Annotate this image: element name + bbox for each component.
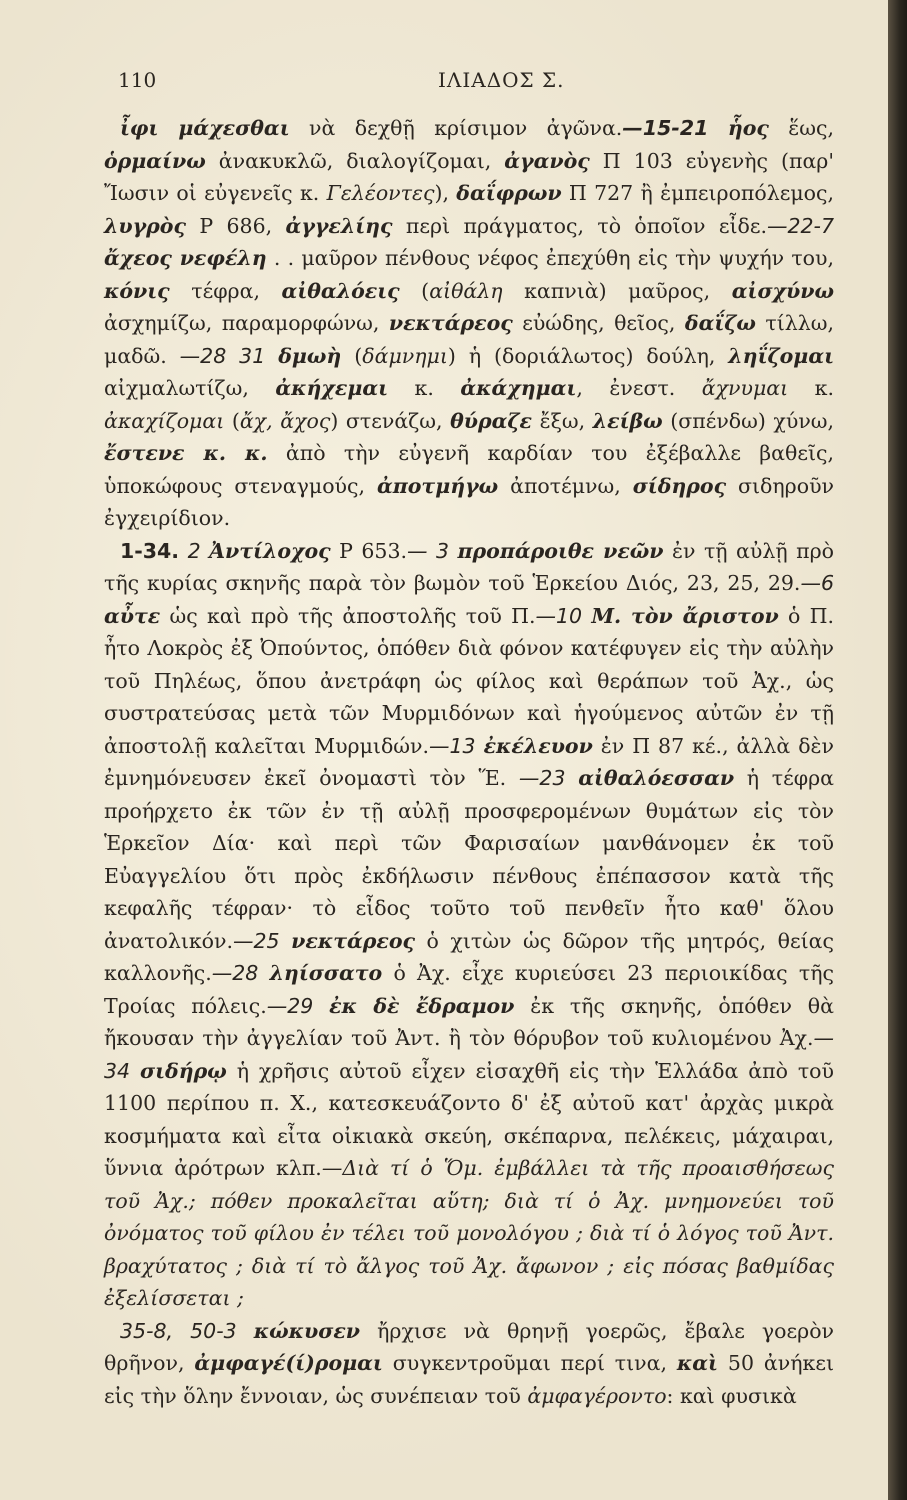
text-run (201, 539, 209, 563)
lemma: ἀκάχημαι (460, 376, 577, 400)
running-title: ΙΛΙΑΔΟΣ Σ. (438, 68, 565, 92)
text-run: ὁ χιτὼν ὡς δῶρον τῆς μητρός, θείας καλλονῆς. (104, 928, 834, 985)
lemma: κώκυσεν (253, 1318, 361, 1343)
lemma: ἀγανὸς (504, 148, 590, 173)
paragraph (104, 535, 834, 1315)
lemma: ἧος (727, 116, 769, 140)
text-run: ἐν Π 87 κέ., ἀλλὰ δὲν ἐμνημόνευσεν ἐκεῖ ὀνομαστὶ τὸν Ἕ. (104, 733, 834, 790)
text-run (582, 604, 591, 628)
text-run: αἰχμαλωτίζω, (104, 376, 276, 400)
line-ref: —6 (800, 571, 834, 595)
lemma: αἰσχύνω (731, 278, 835, 303)
text-run: Π 103 εὐγενὴς (παρ' Ἴωσιν οἱ εὐγενεῖς κ. (104, 148, 834, 205)
text-run (258, 961, 269, 985)
text-run: ἕως, (768, 116, 835, 140)
italic-text: ἀκαχίζομαι (104, 408, 225, 433)
text-run (708, 116, 727, 140)
text-run: ), (434, 181, 457, 205)
line-ref: —22-7 (766, 213, 834, 238)
page-number: 110 (118, 68, 157, 92)
text-run: ἡ τέφρα προήρχετο ἐκ τῶν ἐν τῇ αὐλῇ προσφερομένων θυμάτων εἰς τὸν Ἑρκεῖον Δία· καὶ περὶ τῶν Φαρισαίων μανθάνομεν ἐκ τοῦ Εὐαγγελίου ὅτι πρὸς ἐκδήλωσιν πένθους ἐπέπασσον κατὰ τῆς κεφαλῆς τέφραν· τὸ εἶδος τοῦτο τοῦ πενθεῖν ἦτο καθ' ὅλου ἀνατολικόν. (104, 766, 834, 953)
text-run: , ἐνεστ. (576, 376, 702, 400)
line-ref: 35-8, 50-3 (120, 1318, 237, 1343)
line-ref: —28 (211, 961, 259, 985)
lemma: αἰθαλόεσσαν (578, 766, 735, 790)
text-run (313, 994, 329, 1018)
line-ref: —23 (518, 766, 566, 790)
text-run: ἀσχημίζω, παραμορφώνω, (104, 311, 389, 335)
italic-text: ἄχνυμαι (701, 376, 789, 400)
text-run (179, 539, 187, 563)
text-run: ὡς καὶ πρὸ τῆς ἀποστολῆς τοῦ Π. (160, 603, 536, 628)
italic-text: —Διὰ τί ὁ Ὅμ. ἐμβάλλει τὰ τῆς προαισθήσεως τοῦ Ἀχ.; πόθεν προκαλεῖται αὕτη; διὰ τί ὁ Ἀχ. μνημονεύει τοῦ ὀνόματος τοῦ φίλου ἐν τέλει τοῦ μονολόγου ; διὰ τί ὁ λόγος τοῦ Ἀντ. βραχύτατος ; διὰ τί τὸ ἄλγος τοῦ Ἀχ. ἄφωνον ; εἰς πόσας βαθμίδας ἐξελίσσεται ; (104, 1156, 834, 1310)
text-run: σιδηροῦν ἐγχειρίδιον. (104, 473, 834, 530)
line-ref: 2 (187, 538, 201, 563)
line-ref: —29 (266, 993, 314, 1018)
text-run: ( (341, 343, 363, 368)
text-run: νὰ δεχθῇ κρίσιμον ἀγῶνα. (289, 116, 623, 140)
lemma: ἀποτμήγω (376, 473, 499, 498)
text-run: ( (399, 278, 430, 303)
line-ref: —34 (104, 1026, 834, 1083)
line-ref: —13 (428, 733, 476, 758)
lemma: ἔστενε κ. κ. (104, 441, 268, 465)
text-run: Ρ 686, (185, 213, 286, 238)
text-run: Ρ 653. (330, 538, 408, 563)
italic-text: αἰθάλη (429, 278, 503, 303)
text-run: συγκεντροῦμαι περί τινα, (382, 1351, 677, 1375)
lemma: λείβω (592, 408, 663, 433)
line-ref: —10 (535, 603, 583, 628)
lemma: δαΐζω (684, 311, 756, 335)
text-run: περὶ πράγματος, τὸ ὁποῖον εἶδε. (392, 213, 767, 238)
lemma: αὖτε (104, 603, 161, 628)
lemma: ἄχεος νεφέλη (104, 246, 267, 270)
lemma: ἐκ δὲ ἔδραμον (329, 993, 515, 1018)
italic-text: δάμνημι (362, 343, 448, 368)
text-run (566, 766, 579, 790)
lemma: Ἀντίλοχος (209, 538, 331, 563)
text-run: ἔξω, (532, 408, 593, 433)
text-run: ἀποτέμνω, (498, 473, 633, 498)
text-run: 50 ἀνήκει εἰς τὴν ὅλην ἔννοιαν, ὡς συνέπειαν τοῦ (104, 1351, 834, 1408)
lemma: νεκτάρεος (291, 928, 416, 953)
lemma: προπάροιθε νεῶν (457, 538, 664, 563)
lemma: Μ. τὸν ἄριστον (591, 603, 779, 628)
text-run (280, 929, 292, 953)
line-ref: —15-21 (622, 116, 709, 140)
line-ref: —28 31 (179, 343, 266, 368)
text-run: εὐώδης, θεῖος, (512, 311, 685, 335)
text-run: Π 727 ἢ ἐμπειροπόλεμος, (561, 181, 835, 205)
text-run: ὁ Ἀχ. εἶχε κυριεύσει 23 περιοικίδας τῆς Τροίας πόλεις. (104, 961, 834, 1018)
text-run: κ. (388, 376, 461, 400)
book-spine-edge (888, 0, 907, 1500)
lemma: αἰθαλόεις (281, 278, 400, 303)
text-run (449, 539, 457, 563)
text-run: (σπένδω) χύνω, (662, 408, 835, 433)
lemma: λυγρὸς (104, 213, 186, 238)
text-run: : καὶ φυσικὰ (666, 1383, 797, 1408)
text-run (237, 1319, 254, 1343)
lemma: ἀκήχεμαι (275, 376, 389, 400)
paragraph (104, 1315, 834, 1413)
text-run: καπνιὰ) μαῦρος, (502, 278, 732, 303)
text-run: ἡ χρῆσις αὐτοῦ εἶχεν εἰσαχθῆ εἰς τὴν Ἑλλάδα ἀπὸ τοῦ 1100 περίπου π. Χ., κατεσκευάζοντο δ' ἐξ αὐτοῦ κατ' ἀρχὰς μικρὰ κοσμήματα καὶ εἶτα οἰκιακὰ σκεύη, σκέπαρνα, πελέκεις, μάχαιραι, ὕννια ἀρότρων κλπ. (104, 1058, 834, 1180)
text-run: ) ἡ (δοριάλωτος) δούλη, (447, 343, 729, 368)
text-run: τέφρα, (169, 278, 282, 303)
line-ref: —25 (233, 928, 280, 953)
text-run (130, 1059, 140, 1083)
text-run: ὁ Π. ἦτο Λοκρὸς ἐξ Ὀπούντος, ὁπόθεν διὰ φόνον κατέφυγεν εἰς τὴν αὐλὴν τοῦ Πηλέως, ὅπου ἀνετράφη ὡς φίλος καὶ θεράπων τοῦ Ἀχ., ὡς συστρατεύσας μετὰ τῶν Μυρμιδόνων καὶ ἡγούμενος αὐτῶν ἐν τῇ ἀποστολῇ καλεῖται Μυρμιδών. (104, 603, 834, 758)
running-head (118, 68, 818, 98)
lemma: κόνις (104, 278, 170, 303)
text-run: ἀνακυκλῶ, διαλογίζομαι, (205, 148, 505, 173)
text-run: ἐν τῇ αὐλῇ πρὸ τῆς κυρίας σκηνῆς παρὰ τὸν βωμὸν τοῦ Ἑρκείου Διός, 23, 25, 29. (104, 538, 834, 595)
text-run: . . μαῦρον πένθους νέφος ἐπεχύθη εἰς τὴν ψυχήν του, (266, 246, 834, 270)
lemma: ἶφι μάχεσθαι (120, 116, 290, 140)
section-ref: 1-34. (120, 538, 180, 563)
line-ref: — 3 (407, 538, 450, 563)
text-run (265, 344, 278, 368)
lemma: καὶ (676, 1351, 718, 1375)
lemma: νεκτάρεος (388, 311, 513, 335)
lemma: δαΐφρων (456, 181, 562, 205)
lemma: δμωὴ (278, 343, 342, 368)
lemma: ἀγγελίης (285, 213, 393, 238)
lemma: ἐκέλευον (483, 733, 593, 758)
text-run: ἐκ τῆς σκηνῆς, ὁπόθεν θὰ ἤκουσαν τὴν ἀγγελίαν τοῦ Ἀντ. ἢ τὸν θόρυβον τοῦ κυλιομένου Ἀχ. (104, 993, 834, 1050)
lemma: θύραζε (450, 408, 533, 433)
text-run (476, 734, 484, 758)
lemma: σίδηρος (632, 473, 727, 498)
italic-text: Γελέοντες (326, 181, 435, 205)
lemma: ληΐζομαι (728, 343, 835, 368)
text-run: ἤρχισε νὰ θρηνῇ γοερῶς, ἔβαλε γοερὸν θρῆνον, (104, 1318, 834, 1375)
text-run: ) στενάζω, (330, 408, 451, 433)
italic-text: ἀμφαγέροντο (527, 1383, 667, 1408)
text-run: ἀπὸ τὴν εὐγενῆ καρδίαν του ἐξέβαλλε βαθεῖς, ὑποκώφους στεναγμούς, (104, 441, 834, 498)
text-run: τίλλω, μαδῶ. (104, 311, 834, 368)
lemma: ὁρμαίνω (104, 148, 206, 173)
text-run: κ. (788, 376, 834, 400)
text-run: ( (224, 408, 240, 433)
commentary-text (104, 112, 834, 1412)
paragraph (104, 112, 834, 535)
lemma: σιδήρῳ (140, 1058, 227, 1083)
lemma: ληίσσατο (269, 961, 383, 985)
lemma: ἀμφαγέ(ί)ρομαι (194, 1351, 383, 1375)
italic-text: ἄχ, ἄχος (239, 408, 331, 433)
